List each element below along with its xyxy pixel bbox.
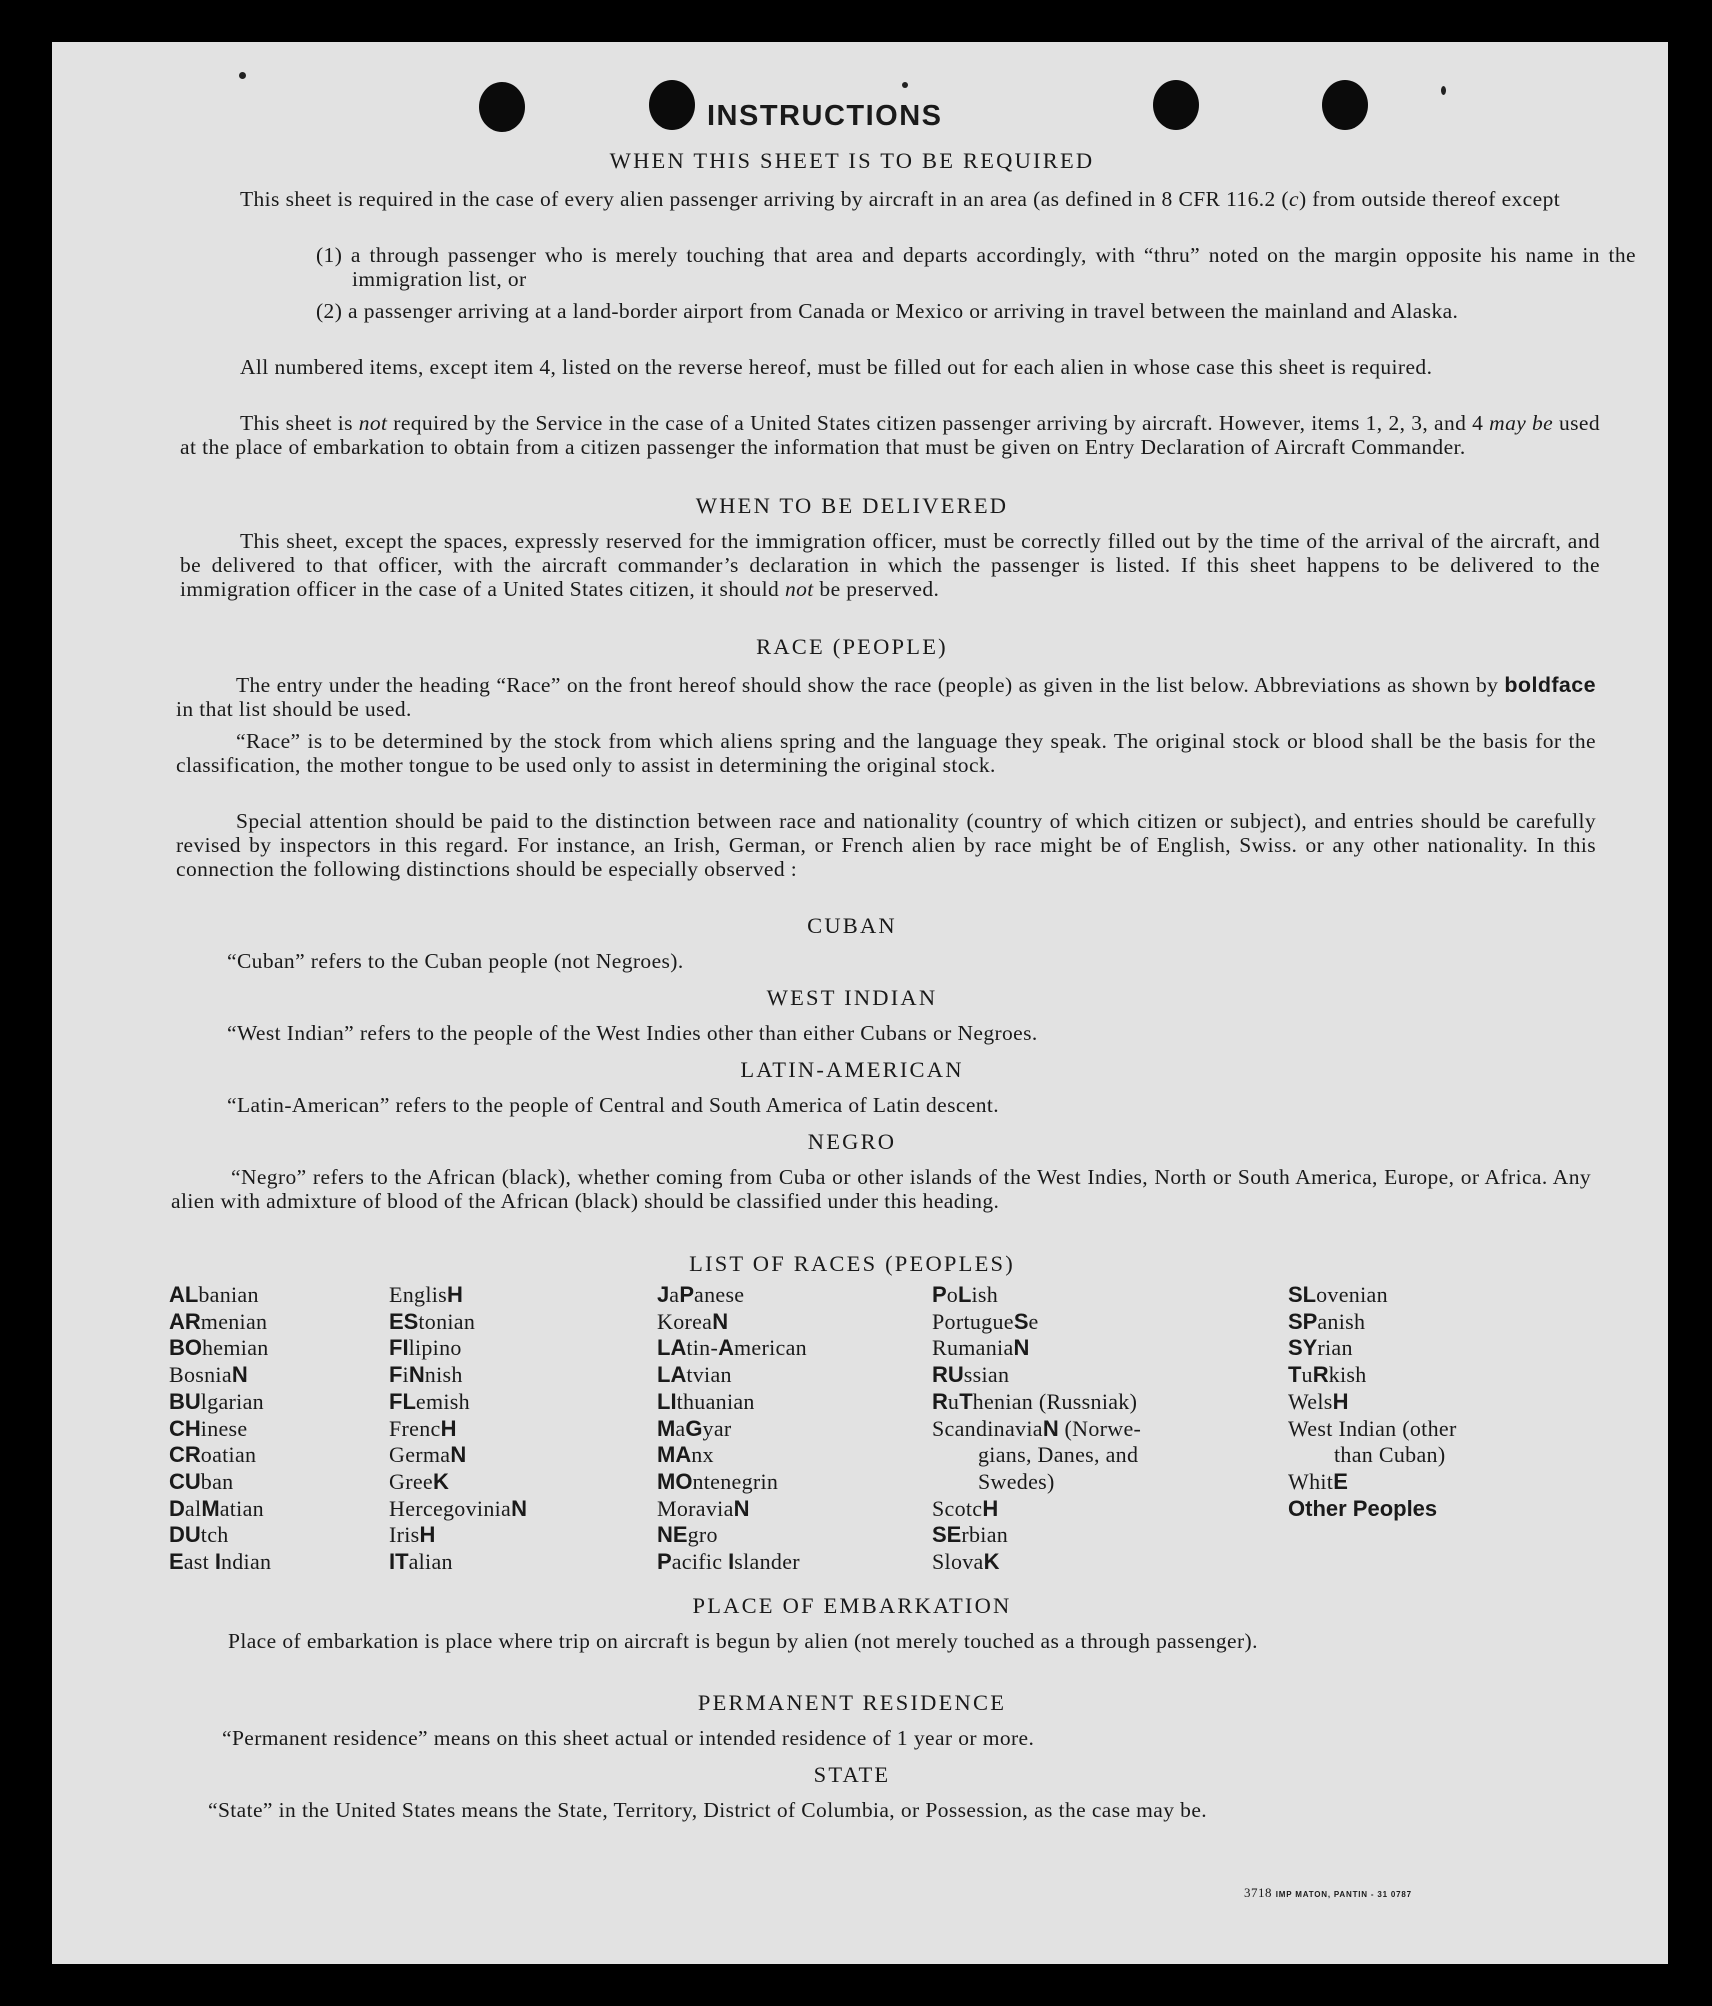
race-entry: gians, Danes, and (978, 1442, 1139, 1468)
race-entry: West Indian (other (1288, 1415, 1457, 1441)
race-entry: CRoatian (169, 1442, 257, 1468)
race-entry: CHinese (169, 1415, 248, 1441)
punch-hole (649, 80, 695, 130)
paragraph: “Permanent residence” means on this sheet actual or intended residence of 1 year or more. (222, 1726, 1035, 1750)
race-entry: than Cuban) (1334, 1442, 1446, 1468)
race-entry: LIthuanian (657, 1388, 755, 1414)
section-heading: WHEN TO BE DELIVERED (695, 493, 1009, 518)
race-entry: LAtvian (657, 1362, 732, 1388)
section-heading: WEST INDIAN (766, 985, 938, 1010)
race-entry: FrencH (389, 1415, 457, 1441)
race-column (169, 1282, 271, 1576)
race-entry: ScotcH (932, 1495, 999, 1521)
ink-speck (902, 82, 908, 88)
paragraph: All numbered items, except item 4, listed on the reverse hereof, must be filled out for each alien in whose case this sheet is required. (240, 355, 1433, 379)
race-entry: MoraviaN (657, 1495, 750, 1521)
section-heading: CUBAN (807, 913, 897, 938)
race-column (389, 1282, 527, 1576)
paragraph: “State” in the United States means the State, Territory, District of Columbia, or Possession, as the case may be. (208, 1798, 1208, 1822)
race-entry: Swedes) (978, 1468, 1055, 1494)
race-entry: ALbanian (169, 1282, 259, 1307)
race-entry: GreeK (389, 1468, 449, 1494)
race-entry: EnglisH (389, 1282, 463, 1307)
race-entry: Pacific Islander (657, 1549, 800, 1575)
paragraph: The entry under the heading “Race” on the front hereof should show the race (people) as given in the list below. Abbreviations as shown by boldface in that list should be used. (176, 673, 1596, 721)
race-entry: SPanish (1288, 1308, 1366, 1334)
race-entry: MAnx (657, 1442, 714, 1468)
race-entry: IrisH (389, 1522, 436, 1548)
race-column (1288, 1282, 1457, 1522)
race-column (932, 1282, 1141, 1576)
race-entry: FiNnish (389, 1362, 463, 1388)
paragraph: “Race” is to be determined by the stock from which aliens spring and the language they speak. The original stock or blood shall be the basis for the classification, the mother tongue to be used only to assist in determining the original stock. (176, 729, 1596, 777)
paragraph: This sheet, except the spaces, expressly reserved for the immigration officer, must be correctly filled out by the time of the arrival of the aircraft, and be delivered to that officer, with the aircraft commander’s declaration in which the passenger is listed. If this sheet happens to be delivered to the immigration officer in the case of a United States citizen, it should not be preserved. (180, 529, 1600, 601)
race-entry: HercegoviniaN (389, 1495, 527, 1521)
race-entry: SErbian (932, 1522, 1009, 1548)
race-entry: PoLish (932, 1282, 999, 1307)
race-entry: SLovenian (1288, 1282, 1388, 1307)
paragraph: “Cuban” refers to the Cuban people (not Negroes). (227, 949, 684, 973)
punch-hole (479, 82, 525, 132)
race-entry: East Indian (169, 1549, 272, 1575)
race-entry: TuRkish (1288, 1362, 1367, 1388)
page-title: INSTRUCTIONS (707, 100, 943, 132)
ink-speck (1441, 86, 1446, 95)
race-entry: Other Peoples (1288, 1495, 1438, 1521)
race-entry: CUban (169, 1468, 234, 1494)
paragraph: “Negro” refers to the African (black), whether coming from Cuba or other islands of the West Indies, North or South America, Europe, or Africa. Any alien with admixture of blood of the African (black) should be classified under this heading. (171, 1165, 1591, 1213)
section-heading: PERMANENT RESIDENCE (697, 1690, 1007, 1715)
section-heading: NEGRO (807, 1129, 897, 1154)
race-entry: JaPanese (657, 1282, 745, 1307)
race-entry: SYrian (1288, 1335, 1353, 1361)
race-entry: EStonian (389, 1308, 476, 1334)
paragraph: “Latin-American” refers to the people of Central and South America of Latin descent. (227, 1093, 1000, 1117)
punch-hole (1153, 80, 1199, 130)
race-entry: BUlgarian (169, 1388, 264, 1414)
section-heading: LATIN-AMERICAN (740, 1057, 964, 1082)
section-heading: LIST OF RACES (PEOPLES) (689, 1251, 1015, 1276)
race-entry: SlovaK (932, 1549, 1000, 1575)
race-column (657, 1282, 807, 1576)
section-heading: STATE (813, 1762, 891, 1787)
paragraph: Special attention should be paid to the distinction between race and nationality (country of which citizen or subject), and entries should be carefully revised by inspectors in this regard. For instance, an Irish, German, or French alien by race might be of English, Swiss. or any other nationality. In this connection the following distinctions should be especially observed : (176, 809, 1596, 881)
race-entry: RuThenian (Russniak) (932, 1388, 1138, 1414)
race-entry: NEgro (657, 1522, 718, 1548)
race-entry: BosniaN (169, 1362, 248, 1388)
paragraph: This sheet is not required by the Service in the case of a United States citizen passenger arriving by aircraft. However, items 1, 2, 3, and 4 may be used at the place of embarkation to obtain from a citizen passenger the information that must be given on Entry Declaration of Aircraft Commander. (180, 411, 1600, 459)
list-item: (1) a through passenger who is merely touching that area and departs accordingly, with “thru” noted on the margin opposite his name in the immigration list, or (316, 243, 1636, 291)
section-heading: PLACE OF EMBARKATION (692, 1593, 1012, 1618)
race-entry: ITalian (389, 1549, 453, 1575)
race-entry: LAtin-American (657, 1335, 807, 1361)
race-entry: BOhemian (169, 1335, 269, 1361)
list-item: (2) a passenger arriving at a land-border airport from Canada or Mexico or arriving in travel between the mainland and Alaska. (316, 299, 1459, 323)
race-entry: PortugueSe (932, 1308, 1039, 1334)
race-entry: ARmenian (169, 1308, 268, 1334)
section-heading: WHEN THIS SHEET IS TO BE REQUIRED (609, 148, 1095, 173)
race-entry: KoreaN (657, 1308, 729, 1334)
form-number: 3718 IMP MATON, PANTIN - 31 0787 (1244, 1885, 1412, 1900)
paragraph: “West Indian” refers to the people of the West Indies other than either Cubans or Negroes. (227, 1021, 1038, 1045)
race-entry: GermaN (389, 1442, 467, 1468)
section-heading: RACE (PEOPLE) (756, 634, 948, 659)
race-entry: RUssian (932, 1362, 1010, 1388)
punch-hole (1322, 80, 1368, 130)
race-entry: FLemish (389, 1388, 470, 1414)
ink-speck (239, 72, 246, 79)
race-entry: MOntenegrin (657, 1468, 779, 1494)
paragraph: This sheet is required in the case of every alien passenger arriving by aircraft in an area (as defined in 8 CFR 116.2 (c) from outside thereof except (240, 187, 1561, 211)
race-entry: MaGyar (657, 1415, 732, 1441)
race-entry: WelsH (1288, 1388, 1349, 1414)
race-entry: DUtch (169, 1522, 229, 1548)
paragraph: Place of embarkation is place where trip on aircraft is begun by alien (not merely touched as a through passenger). (228, 1629, 1258, 1653)
race-entry: RumaniaN (932, 1335, 1030, 1361)
race-entry: FIlipino (389, 1335, 462, 1361)
race-entry: ScandinaviaN (Norwe- (932, 1415, 1142, 1441)
race-entry: WhitE (1288, 1468, 1348, 1494)
document-page (52, 42, 1668, 1964)
race-entry: DalMatian (169, 1495, 264, 1521)
